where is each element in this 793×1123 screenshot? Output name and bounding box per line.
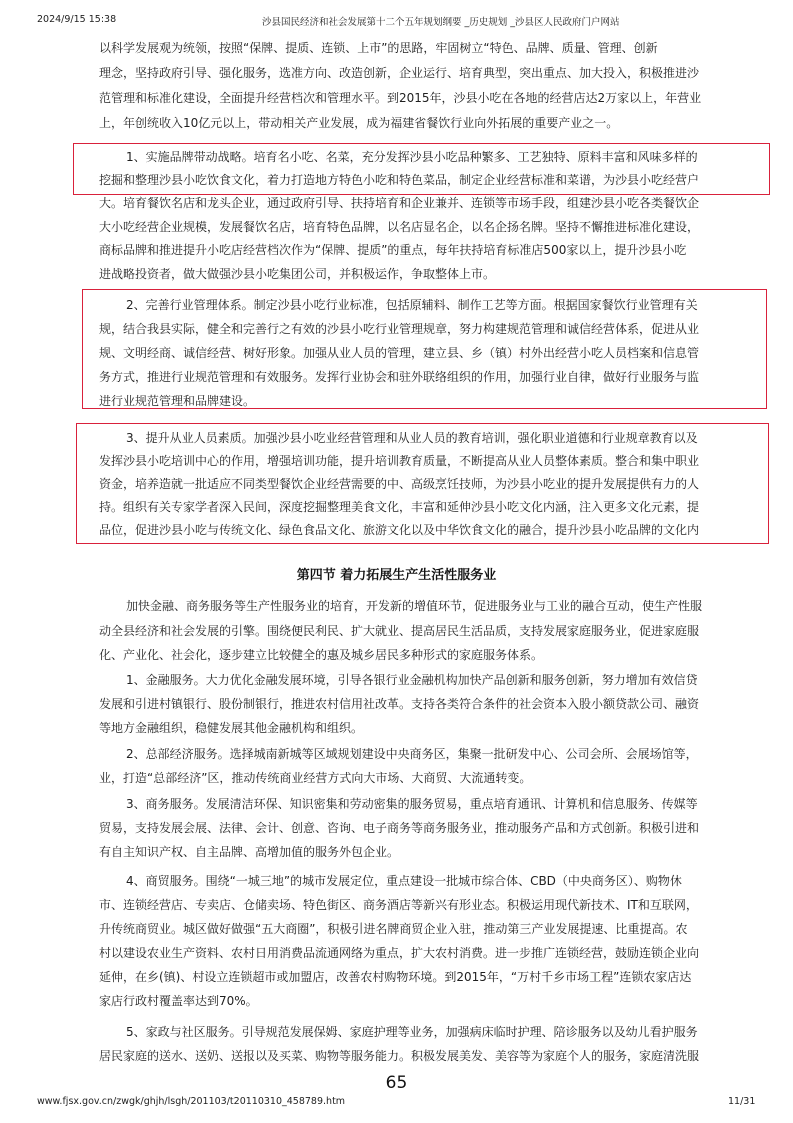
text-line: 加快金融、商务服务等生产性服务业的培育，开发新的增值环节，促进服务业与工业的融合互动，使生产性服 xyxy=(126,599,703,613)
text-line: 进战略投资者，做大做强沙县小吃集团公司，并积极运作，争取整体上市。 xyxy=(99,267,496,281)
text-line: 挖掘和整理沙县小吃饮食文化，着力打造地方特色小吃和特色菜品，制定企业经营标准和菜谱，为沙县小吃经营户 xyxy=(99,173,700,187)
text-line: 1、金融服务。大力优化金融发展环境，引导各银行业金融机构加快产品创新和服务创新，努力增加有效信贷 xyxy=(126,673,698,687)
text-line: 有自主知识产权、自主品牌、高增加值的服务外包企业。 xyxy=(99,845,400,859)
text-line: 居民家庭的送水、送奶、送报以及买菜、购物等服务能力。积极发展美发、美容等为家庭个人的服务，家庭清洗服 xyxy=(99,1049,700,1063)
text-line: 动全县经济和社会发展的引擎。围绕便民利民、扩大就业、提高居民生活品质，支持发展家庭服务业，促进家庭服 xyxy=(99,624,700,638)
text-line: 以科学发展观为统领，按照“保牌、提质、连锁、上市”的思路，牢固树立“特色、品牌、质量、管理、创新 xyxy=(99,41,658,55)
text-line: 资金，培养造就一批适应不同类型餐饮企业经营需要的中、高级烹饪技师，为沙县小吃业的提升发展提供有力的人 xyxy=(99,477,700,491)
text-line: 5、家政与社区服务。引导规范发展保姆、家庭护理等业务，加强病床临时护理、陪诊服务以及幼儿看护服务 xyxy=(126,1025,698,1039)
text-line: 市、连锁经营店、专卖店、仓储卖场、特色街区、商务酒店等新兴有形业态。积极运用现代新技术、IT和互联网， xyxy=(99,898,698,912)
text-line: 发挥沙县小吃培训中心的作用，增强培训功能，提升培训教育质量，不断提高从业人员整体素质。整合和集中职业 xyxy=(99,454,700,468)
text-line: 发展和引进村镇银行、股份制银行，推进农村信用社改革。支持各类符合条件的社会资本入股小额贷款公司、融资 xyxy=(99,697,700,711)
text-line: 上，年创统收入10亿元以上，带动相关产业发展，成为福建省餐饮行业向外拓展的重要产业之一。 xyxy=(99,116,619,130)
text-line: 2、总部经济服务。选择城南新城等区域规划建设中央商务区，集聚一批研发中心、公司会所、会展场馆等， xyxy=(126,747,698,761)
print-datetime: 2024/9/15 15:38 xyxy=(37,14,117,25)
footer-page-count: 11/31 xyxy=(728,1096,756,1107)
text-line: 升传统商贸业。城区做好做强“五大商圈”，积极引进名牌商贸企业入驻，推动第三产业发展提速、比重提高。农 xyxy=(99,922,688,936)
text-line: 1、实施品牌带动战略。培育名小吃、名菜，充分发挥沙县小吃品种繁多、工艺独特、原料丰富和风味多样的 xyxy=(126,150,698,164)
text-line: 延伸，在乡(镇)、村设立连锁超市或加盟店，改善农村购物环境。到2015年，“万村千乡市场工程”连锁农家店达 xyxy=(99,970,692,984)
text-line: 理念，坚持政府引导、强化服务，选准方向、改造创新，企业运行、培育典型，突出重点、加大投入，积极推进沙 xyxy=(99,66,700,80)
print-page-title: 沙县国民经济和社会发展第十二个五年规划纲要 _历史规划 _沙县区人民政府门户网站 xyxy=(262,17,620,28)
section-heading: 第四节 着力拓展生产生活性服务业 xyxy=(296,568,497,583)
text-line: 家店行政村覆盖率达到70%。 xyxy=(99,994,258,1008)
text-line: 业，打造“总部经济”区，推动传统商业经营方式向大市场、大商贸、大流通转变。 xyxy=(99,771,532,785)
text-line: 3、商务服务。发展清洁环保、知识密集和劳动密集的服务贸易，重点培育通讯、计算机和信息服务、传媒等 xyxy=(126,797,698,811)
text-line: 化、产业化、社会化，逐步建立比较健全的惠及城乡居民多种形式的家庭服务体系。 xyxy=(99,648,544,662)
text-line: 4、商贸服务。围绕“一城三地”的城市发展定位，重点建设一批城市综合体、CBD（中央商务区）、购物休 xyxy=(126,874,682,888)
text-line: 等地方金融组织，稳健发展其他金融机构和组织。 xyxy=(99,721,364,735)
text-line: 3、提升从业人员素质。加强沙县小吃业经营管理和从业人员的教育培训，强化职业道德和行业规章教育以及 xyxy=(126,431,698,445)
text-line: 商标品牌和推进提升小吃店经营档次作为“保牌、提质”的重点，每年扶持培育标准店500家以上，提升沙县小吃 xyxy=(99,243,687,257)
text-line: 大小吃经营企业规模，发展餐饮名店，培育特色品牌，以名店显名企，以名企扬名牌。坚持不懈推进标准化建设， xyxy=(99,220,700,234)
text-line: 持。组织有关专家学者深入民间，深度挖掘整理美食文化，丰富和延伸沙县小吃文化内涵，注入更多文化元素，提 xyxy=(99,500,700,514)
text-line: 2、完善行业管理体系。制定沙县小吃行业标准，包括原辅料、制作工艺等方面。根据国家餐饮行业管理有关 xyxy=(126,298,698,312)
text-line: 贸易，支持发展会展、法律、会计、创意、咨询、电子商务等商务服务业，推动服务产品和方式创新。积极引进和 xyxy=(99,821,700,835)
text-line: 大。培育餐饮名店和龙头企业，通过政府引导、扶持培育和企业兼并、连锁等市场手段，组建沙县小吃各类餐饮企 xyxy=(99,196,700,210)
text-line: 务方式，推进行业规范管理和有效服务。发挥行业协会和驻外联络组织的作用，加强行业自律，做好行业服务与监 xyxy=(99,370,700,384)
text-line: 进行业规范管理和品牌建设。 xyxy=(99,394,256,408)
text-line: 品位，促进沙县小吃与传统文化、绿色食品文化、旅游文化以及中华饮食文化的融合，提升沙县小吃品牌的文化内 xyxy=(99,523,700,537)
text-line: 规、文明经商、诚信经营、树好形象。加强从业人员的管理，建立县、乡（镇）村外出经营小吃人员档案和信息管 xyxy=(99,346,700,360)
text-line: 村以建设农业生产资料、农村日用消费品流通网络为重点，扩大农村消费。进一步推广连锁经营，鼓励连锁企业向 xyxy=(99,946,700,960)
text-line: 规，结合我县实际，健全和完善行之有效的沙县小吃行业管理规章，努力构建规范管理和诚信经营体系，促进从业 xyxy=(99,322,700,336)
footer-url: www.fjsx.gov.cn/zwgk/ghjh/lsgh/201103/t20110310_458789.htm xyxy=(37,1096,346,1107)
text-line: 范管理和标准化建设，全面提升经营档次和管理水平。到2015年，沙县小吃在各地的经营店达2万家以上，年营业 xyxy=(99,91,702,105)
page-number: 65 xyxy=(385,1073,408,1093)
